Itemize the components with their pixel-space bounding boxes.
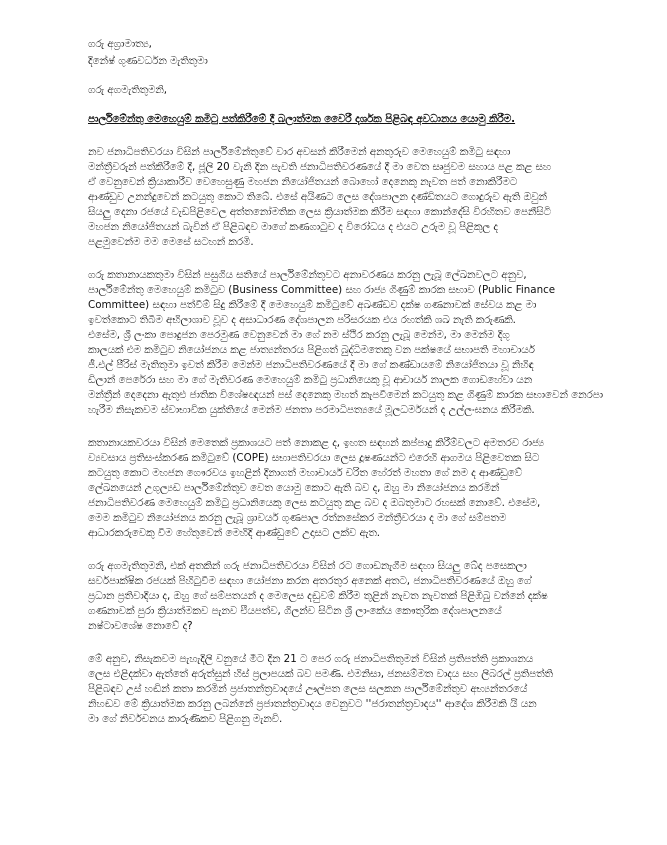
- paragraph-line: මෙම කමිටුව නියෝජනය කරනු ලැබූ ශ්‍රාවර්ය ගුණපාල රත්නසේකර මන්ත්‍රීවරයා ද මා ගේ සම්පතම: [88, 512, 507, 524]
- paragraph-line: කතානායකවරයා විසින් මෙතෙක් ප්‍රකාශයට පත් නොකළ ද, ඉහත සඳහන් කප්පාදු කිරීම්වලට අමතරව රාජ්‍ය: [88, 437, 545, 449]
- paragraph-line: ගරු අගමැතිතුමනි, එක් අතකින් ගරු ජනාධිපතිවරයා විසින් රට ගොඩනැගීම සඳහා සියලු බේද පසෙකලා: [88, 560, 527, 572]
- paragraph-line: මන්ත්‍රීවරුන් පත්කිරීමේ දී, ජූලි 20 වැනි දින පැවති ජනාධිපතිවරණයේ දී මා වෙත සෘජුවම සහාය පළ කළ සහ: [88, 161, 551, 173]
- salutation: ගරු අගමැතිතුමනි,: [88, 84, 167, 96]
- paragraph-line: පාර්ලිමේන්තු මෙහෙයුම් කමිටුව (Business Committee) සහ රාජ්‍ය ගිණුම් කාරක සභාව (Public Finance: [88, 284, 556, 296]
- paragraph-line: නිහඬව මේ ක්‍රියාත්මක කරනු ලබන්නේ ප්‍රජාතන්ත්‍රවාදය වෙනුවට ''ජරාතන්ත්‍රවාදය'' ආදේශ කිරීමකි යි යන: [88, 698, 537, 710]
- paragraph-line: ඉවත්කොට තිබීම අභිලාශාව වූව ද අසාධාරණ දේශපාලන පරිසරයක එය රහත්කි ශඛ නැති කරුණකි.: [88, 314, 516, 326]
- paragraph-line: ලේඛනයෙන් උගුල්‍යඩ පාර්ලිමේන්තුව වෙත යොමු කොට ඇති බව ද, ඔහු මා නියෝජනය කරමින්: [88, 482, 500, 494]
- paragraph-line: Committee) සඳහා පත්වීම් සිදු කිරීමේ දී මෙහෙයුම් කමිටුවේ අඛණ්ඩව දක්ෂ ගණනාවක් සේවය කළ මා: [88, 299, 537, 311]
- paragraph-line: ආධාරකරුවෙකු වීම හේතුවෙන් මෙහිදි ආණ්ඩුවේ උදාසට ලක්ව ඇත.: [88, 527, 381, 539]
- paragraph-line: මේ අනුව, නිසැකවම පැහැදිලි වනුයේ මීට දින 21 ට පෙර ගරු ජනාධිපතිතුමන් විසින් ප්‍රතිපත්ති ප්‍රකාශනය: [88, 653, 534, 665]
- paragraph-line: ලෙස එළිදක්වා ඇත්තේ අරුත්සුන් හිස් ප්‍රලාපයක් බව පමණි. එමනිසා, ජනසම්මත වාදය සහ ලිබරල් ප්‍රතිපත්ති: [88, 668, 553, 680]
- paragraph-line: පිළිබඳව උස් හඬින් කතා කරමින් ප්‍රජාතන්ත්‍රවාදයේ ඌල්පත ලෙස සලකන පාර්ලිමේන්තුව අභ්‍යන්තරයේ: [88, 683, 528, 695]
- recipient-address: [88, 36, 608, 70]
- paragraph-line: සර්වපාක්ෂික රජයක් පිහිටුවීම සඳහා යෝජනා කරන අතරතුර අනෙක් අතට, ජනාධිපතිවරණයේ ඔහු ගේ: [88, 575, 532, 587]
- paragraph-line: පළමුවෙන්ම මම මෙසේ සටහන් කරමි.: [88, 236, 254, 248]
- paragraph-line: ජනාධිපතිවරණ මෙහෙයුම් කමිටු ප්‍රධානියෙකු ලෙස කටයුතු කළ බව ද ඔබතුමාට රහසක් නොවේ. එසේම,: [88, 497, 541, 509]
- paragraph-line: මා ගේ නිර්වචනය කාරුණිකව පිළිගනු මැනවි.: [88, 713, 283, 725]
- paragraph-5: [88, 652, 608, 727]
- paragraph-line: ව්‍යවසාය ප්‍රතිසංස්කරණ කමිටුවේ (COPE) සභාපතිවරයා ලෙස දූෂණයන්ට එරෙහි ආගමය පිළිවෙතක සිට: [88, 452, 540, 464]
- paragraph-line: හැරීම නිසැකවම ස්වාභාවික යුක්තියේ මෙන්ම ජනතා පරමාධිපත්‍යයේ මූලධර්මයන් ද උල්ලංඝනය කිරීමකි.: [88, 404, 535, 416]
- paragraph-line: ප්‍රධාන ප්‍රතිවාදියා ද, ඔහු ගේ සම්පතයන් ද මෙලෙස දඬුවම් කිරීම තුළින් නැවත නැවතක් පිළිඹිබු වන්නේ දක්ෂ: [88, 590, 548, 602]
- paragraph-line: මහජන නියෝජිතයන් බැවින් ඒ පිළිබඳව මාගේ කණගාටුව ද විරෝධය ද එයට උරුම වූ පිළිකුල ද: [88, 221, 498, 233]
- paragraph-line: ආණ්ඩුව උනන්දුවෙන් කටයුතු කොට තිබේ. එසේ අයිණට ලෙස දේශපාලන දණ්ඩිතයට ගොදුරුව ඇති ඔවුන්: [88, 191, 547, 203]
- recipient-title: ගරු අග්‍රාමාත්‍ය,: [88, 38, 152, 50]
- paragraph-line: නෂ්ටාවශේෂ නොවේ ද?: [88, 620, 193, 632]
- recipient-name: දිනේෂ් ගුණවර්ධන මැතිතුමා: [88, 55, 208, 67]
- letter-subject: පාර්ලිමේන්තු මෙහෙයුම් කමිටු පත්කිරීමේ දී බලාත්මක වෛරී දර්ශක පිළිබඳ අවධානය යොමු කිරීම.: [88, 113, 516, 125]
- paragraph-line: නව ජනාධිපතිවරයා විසින් පාර්ලිමේන්තුවේ වාර අවසන් කිරීමෙන් අනතුරුව මෙහෙයුම් කමිටු සඳහා: [88, 146, 511, 158]
- letter-body: [88, 36, 608, 745]
- paragraph-line: එසේම, ශ්‍රී ලංකා පොදුජන පෙරමුණ වෙනුවෙන් මා ගේ නම ස්ථිර කරනු ලැබූ මෙන්ම, මා මෙන්ම දිගු: [88, 329, 510, 341]
- paragraph-1: [88, 145, 608, 250]
- paragraph-line: ජී.එල් පීරිස් මැතිතුමා ඉවත් කිරීම මෙන්ම ජනාධිපතිවරණයේ දී මා ගේ කණ්ඩායමේ නියෝජිතයා වූ නිහිඳ: [88, 359, 534, 371]
- paragraph-line: කාලයක් එම කමිටුව නියෝජනය කළ ජාත්‍යන්තරය පිළිගත් බුද්ධිමතෙකු වන පක්ෂයේ සභාපති මහාචාර්ය: [88, 344, 535, 356]
- paragraph-line: කටයුතු කොට මහජන ගෞරවය ඉහළින් දිනාගත් මහාචාර්ය චරිත හේරත් මහතා ගේ නම ද ආණ්ඩුවේ: [88, 467, 523, 479]
- paragraph-3: [88, 436, 608, 541]
- paragraph-line: සියලු දෙනා රජයේ වැඩපිළිවෙල අත්තනෝමතික ලෙස ක්‍රියාත්මක කිරීම සඳහා කොන්දේසි විරහිතව පෙනීසිටි: [88, 206, 551, 218]
- paragraph-line: මන්ත්‍රීන් දෙදෙනා ඇතුළු ජාතික විශේෂඥයන් පස් දෙනෙකු මහත් කැපවීමෙන් කටයුතු කළ ගිණුම් කාරක සභාවෙන් නෙරපා: [88, 389, 604, 401]
- paragraph-line: ඒ වෙනුවෙන් ක්‍රියාකාරීව වෙහෙසුණු මහජන නියෝජිතයන් බොහෝ දෙනෙකු නැවත පත් නොකිරීමට: [88, 176, 518, 188]
- paragraph-line: ගණනාවක් පුරා ක්‍රියාත්මකව පැනව එියපත්ව, ගිලන්ව සිටින ශ්‍රී ලාංකේය කෞතුරික දේශපාලනයේ: [88, 605, 502, 617]
- paragraph-line: ගරු කතානායකතුමා විසින් පසුගිය සතියේ පාර්ලිමේන්තුවට අනාවරණය කරනු ලැබූ ලේඛනවලට අනුව,: [88, 269, 527, 281]
- paragraph-4: [88, 559, 608, 634]
- paragraph-line: ඩිලාන් පෙරේරා සහ මා ගේ මැතිවරණ මෙහෙයුම් කමිටු ප්‍රධානියෙකු වූ ආචාර්ය නාලක ගොඩහේවා යන: [88, 374, 533, 386]
- paragraph-2: [88, 268, 608, 418]
